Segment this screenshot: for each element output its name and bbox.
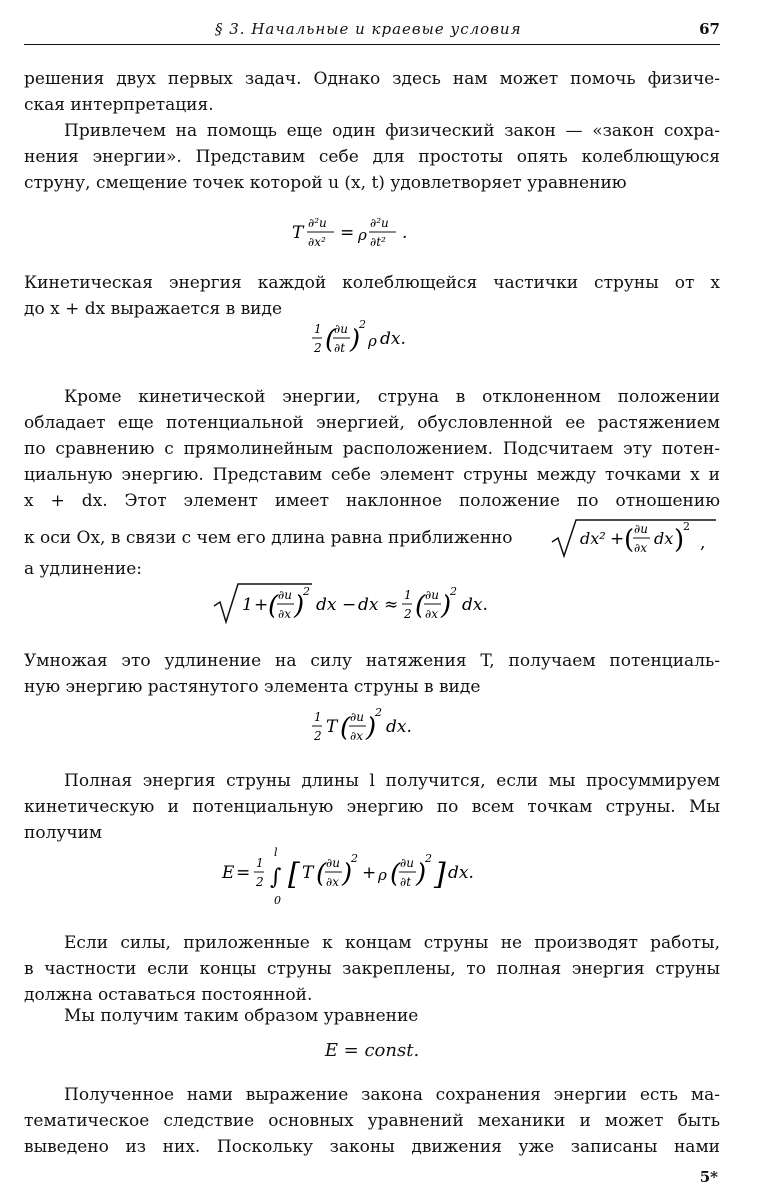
svg-text:2: 2	[351, 852, 358, 865]
paragraph-8	[24, 930, 720, 1008]
svg-text:∫: ∫	[270, 865, 282, 890]
svg-text:∂t: ∂t	[400, 875, 412, 889]
svg-text:,: ,	[700, 533, 706, 553]
svg-text:): )	[366, 713, 377, 743]
svg-text:∂x²: ∂x²	[308, 235, 326, 249]
svg-text:∂u: ∂u	[425, 588, 439, 602]
svg-text:∂x: ∂x	[425, 607, 438, 621]
svg-text:∂x: ∂x	[278, 607, 291, 621]
text-line: тематическое следствие основных уравнений механики и может быть	[24, 1111, 720, 1131]
text-line: Мы получим таким образом уравнение	[64, 1006, 419, 1026]
equation-const-text: E = const.	[324, 1040, 420, 1061]
svg-text:ρ: ρ	[378, 866, 387, 884]
svg-text:dx.: dx.	[380, 329, 406, 349]
svg-text:dx.: dx.	[386, 717, 412, 737]
svg-text:0: 0	[274, 894, 281, 907]
svg-text:2: 2	[359, 318, 366, 331]
text-line: выведено из них. Поскольку законы движения уже записаны нами	[24, 1137, 720, 1157]
svg-text:): )	[674, 525, 685, 555]
text-line: Умножая это удлинение на силу натяжения T, получаем потенциаль-	[24, 651, 720, 671]
svg-text:2: 2	[425, 852, 432, 865]
svg-text:): )	[416, 859, 427, 889]
equation-potential-graphic	[312, 706, 432, 750]
svg-text:): )	[350, 325, 361, 355]
svg-text:2: 2	[256, 875, 264, 889]
equation-elongation	[24, 582, 720, 631]
equation-const	[24, 1040, 720, 1061]
equation-kinetic-graphic	[312, 318, 432, 362]
svg-text:(: (	[268, 591, 279, 621]
svg-text:∂²u: ∂²u	[370, 216, 389, 230]
svg-text:2: 2	[314, 729, 322, 743]
paragraph-7	[24, 768, 720, 846]
svg-text:dx: dx	[358, 595, 379, 615]
equation-potential	[24, 706, 720, 755]
svg-text:E: E	[222, 863, 235, 883]
svg-text:2: 2	[683, 520, 690, 533]
text-line: x + dx. Этот элемент имеет наклонное положение по отношению	[24, 491, 720, 511]
svg-text:2: 2	[303, 585, 310, 598]
svg-text:T: T	[326, 717, 338, 737]
svg-text:1: 1	[314, 322, 322, 336]
text-line: должна оставаться постоянной.	[24, 985, 313, 1005]
svg-text:l: l	[274, 846, 278, 859]
paragraph-6	[24, 648, 720, 700]
svg-text:≈: ≈	[384, 595, 399, 615]
svg-text:1: 1	[314, 710, 322, 724]
svg-text:T: T	[302, 863, 314, 883]
header-rule	[24, 44, 720, 45]
text-line: Кинетическая энергия каждой колеблющейся частички струны от x	[24, 273, 720, 293]
svg-text:(: (	[624, 525, 635, 555]
svg-text:dx²: dx²	[580, 529, 606, 548]
svg-text:): )	[441, 591, 452, 621]
text-line: струну, смещение точек которой u (x, t) удовлетворяет уравнению	[24, 173, 627, 193]
svg-text:[: [	[288, 857, 300, 892]
page-number: 67	[699, 20, 720, 38]
paragraph-4-last-line	[24, 518, 720, 558]
svg-text:∂x: ∂x	[326, 875, 339, 889]
svg-text:2: 2	[404, 607, 412, 621]
svg-text:2: 2	[450, 585, 457, 598]
text-line: получим	[24, 823, 103, 843]
svg-text:2: 2	[375, 706, 382, 719]
svg-text:): )	[342, 859, 353, 889]
text-line: до x + dx выражается в виде	[24, 299, 283, 319]
text-line: обладает еще потенциальной энергией, обусловленной ее растяжением	[24, 413, 720, 433]
svg-text:+: +	[362, 863, 377, 883]
svg-text:∂u: ∂u	[326, 856, 340, 870]
svg-text:.: .	[402, 223, 408, 243]
svg-text:(: (	[340, 713, 351, 743]
text-line: Привлечем на помощь еще один физический закон — «закон сохра-	[64, 121, 720, 141]
svg-text:1: 1	[404, 588, 412, 602]
text-line: решения двух первых задач. Однако здесь нам может помочь физиче-	[24, 69, 720, 89]
svg-text:∂x: ∂x	[350, 729, 363, 743]
text-line: кинетическую и потенциальную энергию по всем точкам струны. Мы	[24, 797, 720, 817]
text-line: по сравнению с прямолинейным расположением. Подсчитаем эту потен-	[24, 439, 720, 459]
equation-total-graphic	[222, 846, 522, 908]
paragraph-2	[24, 118, 720, 196]
paragraph-4	[24, 384, 720, 514]
svg-text:T: T	[292, 223, 304, 243]
svg-text:]: ]	[434, 857, 446, 892]
svg-text:dx.: dx.	[448, 863, 474, 883]
svg-text:ρ: ρ	[368, 332, 377, 350]
equation-total-energy	[24, 846, 720, 913]
svg-text:(: (	[316, 859, 327, 889]
text-line: а удлинение:	[24, 559, 142, 579]
text-line: к оси Ox, в связи с чем его длина равна приближенно	[24, 528, 513, 548]
equation-wave	[24, 212, 720, 257]
signature-mark: 5*	[699, 1168, 718, 1186]
svg-text:dx.: dx.	[462, 595, 488, 615]
text-line: циальную энергию. Представим себе элемент струны между точками x и	[24, 465, 720, 485]
paragraph-5	[24, 556, 720, 582]
text-line: Полная энергия струны длины l получится, если мы просуммируем	[64, 771, 720, 791]
paragraph-3	[24, 270, 720, 322]
paragraph-10	[24, 1082, 720, 1160]
text-line: ную энергию растянутого элемента струны в виде	[24, 677, 481, 697]
equation-kinetic	[24, 318, 720, 367]
text-line: в частности если концы струны закреплены, то полная энергия струны	[24, 959, 720, 979]
svg-text:2: 2	[314, 341, 322, 355]
svg-text:∂x: ∂x	[634, 541, 647, 555]
text-line: ская интерпретация.	[24, 95, 214, 115]
svg-text:1: 1	[256, 856, 264, 870]
equation-elongation-graphic	[212, 582, 532, 626]
svg-text:=: =	[340, 223, 355, 243]
svg-text:dx: dx	[654, 529, 674, 548]
svg-text:∂t: ∂t	[334, 341, 346, 355]
svg-text:+: +	[254, 595, 269, 615]
paragraph-9	[24, 1003, 720, 1029]
svg-text:−: −	[342, 595, 357, 615]
paragraph-1	[24, 66, 720, 118]
svg-text:(: (	[415, 591, 426, 621]
running-header-title: § 3. Начальные и краевые условия	[215, 20, 522, 38]
svg-text:(: (	[390, 859, 401, 889]
text-line: нения энергии». Представим себе для простоты опять колеблющуюся	[24, 147, 720, 167]
text-line: Если силы, приложенные к концам струны не производят работы,	[64, 933, 720, 953]
svg-text:∂u: ∂u	[334, 322, 348, 336]
svg-text:dx: dx	[316, 595, 337, 615]
svg-text:∂t²: ∂t²	[370, 235, 386, 249]
svg-text:∂u: ∂u	[278, 588, 292, 602]
svg-text:∂²u: ∂²u	[308, 216, 327, 230]
equation-length-graphic	[550, 518, 720, 558]
text-line: Полученное нами выражение закона сохранения энергии есть ма-	[64, 1085, 720, 1105]
svg-text:+: +	[610, 529, 625, 549]
svg-text:(: (	[325, 325, 336, 355]
equation-wave-graphic	[292, 212, 452, 252]
svg-text:∂u: ∂u	[400, 856, 414, 870]
svg-text:∂u: ∂u	[634, 522, 648, 536]
svg-text:∂u: ∂u	[350, 710, 364, 724]
text-line: Кроме кинетической энергии, струна в отклоненном положении	[64, 387, 720, 407]
svg-text:): )	[294, 591, 305, 621]
svg-text:=: =	[236, 863, 251, 883]
svg-text:1: 1	[242, 595, 253, 615]
svg-text:ρ: ρ	[358, 226, 367, 244]
